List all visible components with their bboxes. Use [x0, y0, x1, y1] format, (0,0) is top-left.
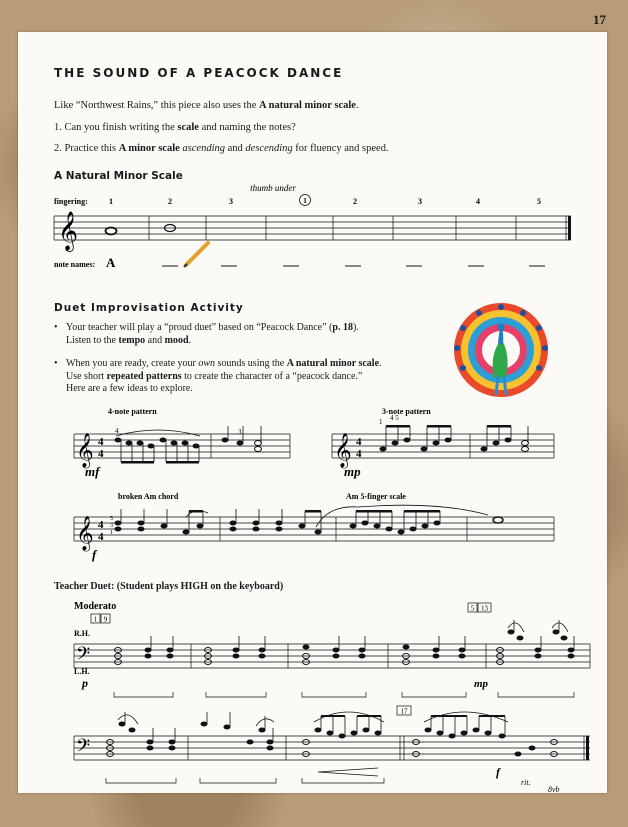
- fingering-numbers: [109, 197, 541, 206]
- pattern-staves-row1: [18, 404, 607, 484]
- fingering: 4 5: [390, 414, 399, 422]
- dynamic-mf: mf: [85, 464, 100, 479]
- tempo-marking: Moderato: [74, 601, 117, 612]
- three-note-pattern-label: 3-note pattern: [382, 407, 431, 416]
- dynamic-f: f: [496, 765, 500, 779]
- duet-heading: Duet Improvisation Activity: [54, 302, 244, 314]
- ritardando-marking: rit.: [521, 778, 531, 787]
- measure-box: 13: [481, 604, 488, 613]
- scale-staff: [18, 178, 607, 278]
- treble-clef-icon: 𝄞: [76, 517, 94, 550]
- fingering-3: 3: [229, 197, 233, 206]
- fingering-label: fingering:: [54, 197, 88, 206]
- three-note-pattern-notes: [380, 438, 529, 452]
- note-name-a: A: [106, 255, 116, 270]
- ottava-marking: 8vb: [548, 785, 560, 794]
- time-signature: 4: [98, 519, 104, 531]
- intro-line: Like “Northwest Rains,” this piece also uses the A natural minor scale.: [54, 100, 359, 111]
- fingering-8: 5: [537, 197, 541, 206]
- fingering: 3: [110, 523, 113, 529]
- measure-box: 1: [93, 615, 98, 624]
- four-note-pattern-label: 4-note pattern: [108, 407, 157, 416]
- bass-clef-icon: 𝄢: [76, 643, 91, 668]
- time-signature: 4: [356, 436, 362, 448]
- duet-bullet-1: • Your teacher will play a “proud duet” based on “Peacock Dance” (p. 18). Listen to the tempo and mood.: [54, 322, 359, 346]
- measure-box: 9: [103, 615, 108, 624]
- page-sheet: [18, 32, 607, 793]
- duet-bullet-2: • When you are ready, create your own sounds using the A natural minor scale. Use short repeated patterns to create the character of a “peacock dance.” Here are a few ideas to explore.: [54, 358, 382, 394]
- fingering: 1: [110, 530, 113, 536]
- treble-clef-icon: 𝄞: [76, 434, 94, 467]
- broken-chord-notes: [115, 517, 504, 535]
- dynamic-f: f: [92, 547, 97, 562]
- fingering-7: 4: [476, 197, 480, 206]
- whole-note-a: [106, 228, 117, 235]
- teacher-duet-heading: Teacher Duet: (Student plays HIGH on the keyboard): [54, 581, 284, 592]
- fingering-5: 2: [353, 197, 357, 206]
- broken-chord-label: broken Am chord: [118, 492, 179, 501]
- thumb-under-label: thumb under: [250, 183, 296, 193]
- dynamic-mp: mp: [344, 464, 361, 479]
- measure-box: 17: [400, 707, 408, 716]
- fingering: 3: [238, 428, 242, 436]
- page-number: 17: [593, 12, 606, 27]
- teacher-duet-system-1: [18, 592, 607, 702]
- right-hand-label: R.H.: [74, 629, 90, 638]
- fingering-1: 1: [109, 197, 113, 206]
- fingering: 4: [115, 427, 119, 435]
- bass-clef-icon: 𝄢: [76, 735, 91, 760]
- pattern-staves-row2: [18, 489, 607, 569]
- time-signature: 4: [98, 436, 104, 448]
- dynamic-p: p: [82, 676, 88, 690]
- dynamic-mp: mp: [474, 678, 489, 690]
- note-names-label: note names:: [54, 260, 96, 269]
- treble-clef-icon: 𝄞: [334, 434, 352, 467]
- measure-box: 5: [470, 604, 475, 613]
- teacher-notes-system1: [115, 630, 575, 665]
- teacher-notes-system2: [107, 722, 558, 757]
- left-hand-label: L.H.: [74, 667, 90, 676]
- fingering-4: 1: [303, 197, 307, 205]
- pencil-icon: [184, 243, 208, 267]
- time-signature: 4: [98, 531, 104, 543]
- fingering-6: 3: [418, 197, 422, 206]
- scale-heading: A Natural Minor Scale: [54, 170, 183, 182]
- question-2: 2. Practice this A minor scale ascending and descending for fluency and speed.: [54, 143, 389, 154]
- fingering: 5: [110, 516, 113, 522]
- crescendo-hairpin: [318, 768, 378, 776]
- time-signature: 4: [98, 448, 104, 460]
- five-finger-label: Am 5-finger scale: [346, 492, 406, 501]
- question-1: 1. Can you finish writing the scale and naming the notes?: [54, 122, 296, 133]
- peacock-illustration: [446, 300, 556, 400]
- fingering-2: 2: [168, 197, 172, 206]
- treble-clef-icon: 𝄞: [58, 213, 79, 250]
- page-title: THE SOUND OF A PEACOCK DANCE: [54, 66, 344, 80]
- fingering: 1: [379, 418, 383, 426]
- teacher-duet-system-2: [18, 700, 607, 795]
- time-signature: 4: [356, 448, 362, 460]
